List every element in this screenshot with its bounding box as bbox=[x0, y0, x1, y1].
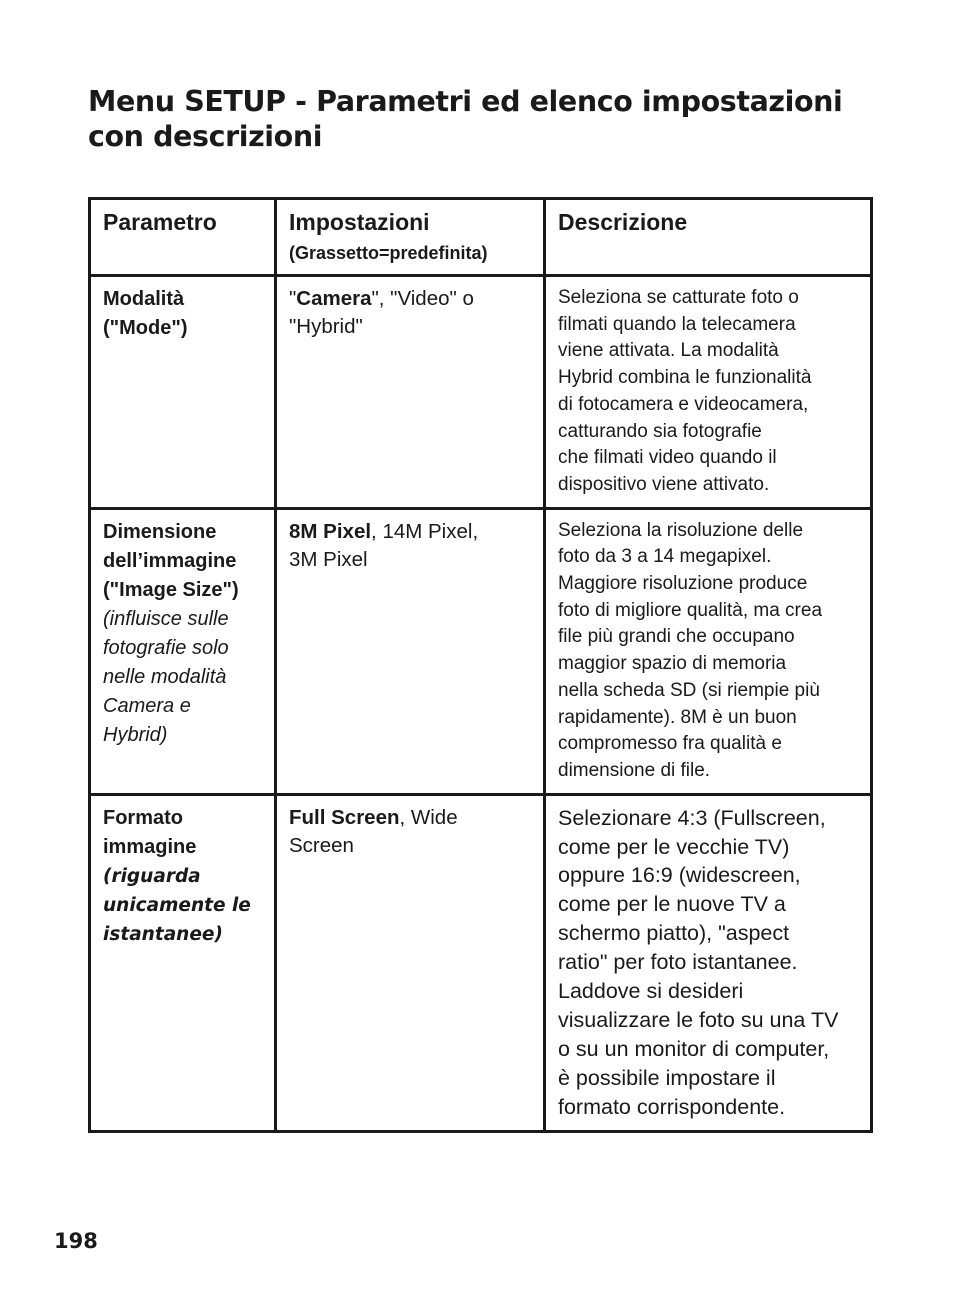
param-note: fotografie solo bbox=[103, 636, 229, 659]
page-title-line-1: Menu SETUP - Parametri ed elenco impostazioni bbox=[88, 85, 843, 118]
param-note: nelle modalità bbox=[103, 665, 227, 688]
default-setting: 8M Pixel bbox=[289, 519, 372, 543]
header-settings: Impostazioni (Grassetto=predefinita) bbox=[276, 199, 545, 276]
param-note: Hybrid) bbox=[103, 723, 168, 746]
setup-parameters-table bbox=[88, 197, 873, 1133]
param-cell bbox=[90, 276, 276, 509]
param-name: Formato bbox=[103, 806, 183, 829]
param-name: Modalità bbox=[103, 288, 185, 310]
description-text: Seleziona la risoluzione delle foto da 3 a 14 megapixel. Maggiore risoluzione produce foto di migliore qualità, ma crea file più grandi che occupano maggior spazio di memoria nella scheda SD (si riempie più rapidamente). 8M è un buon compromesso fra qualità e dimensione di file. bbox=[558, 519, 823, 781]
description-cell bbox=[545, 276, 872, 509]
param-cell bbox=[90, 794, 276, 1131]
default-setting: Full Screen bbox=[289, 805, 400, 829]
settings-value: 8M Pixel, 14M Pixel, bbox=[289, 519, 479, 543]
page-title-line-2: con descrizioni bbox=[88, 120, 323, 153]
description-text: Selezionare 4:3 (Fullscreen, come per le vecchie TV) oppure 16:9 (widescreen, come per le nuove TV a schermo piatto), "aspect ratio" per foto istantanee. Laddove si desideri visualizzare le foto su una TV o su un monitor di computer, è possibile impostare il formato corrispondente. bbox=[558, 805, 839, 1119]
header-parameter: Parametro bbox=[90, 199, 276, 276]
settings-cell: Full Screen, Wide Screen bbox=[276, 794, 545, 1131]
param-cell bbox=[90, 508, 276, 794]
default-setting: Camera bbox=[296, 287, 372, 310]
param-name: Dimensione bbox=[103, 520, 217, 543]
param-note: (riguarda bbox=[103, 865, 201, 887]
page-title bbox=[88, 84, 868, 154]
table-row bbox=[90, 508, 872, 794]
param-note: istantanee) bbox=[103, 923, 223, 945]
page-number: 198 bbox=[54, 1229, 98, 1253]
param-name: immagine bbox=[103, 835, 197, 858]
header-settings-note: (Grassetto=predefinita) bbox=[289, 243, 488, 263]
description-cell bbox=[545, 508, 872, 794]
param-note: Camera e bbox=[103, 694, 191, 717]
description-cell bbox=[545, 794, 872, 1131]
table-row bbox=[90, 276, 872, 509]
description-text: Seleziona se catturate foto o filmati quando la telecamera viene attivata. La modalità Hybrid combina le funzionalità di fotocamera e videocamera, catturando sia fotografie che filmati video quando il dispositivo viene attivato. bbox=[558, 287, 812, 495]
table-header-row bbox=[90, 199, 872, 276]
table-row bbox=[90, 794, 872, 1131]
header-description: Descrizione bbox=[545, 199, 872, 276]
settings-cell: 8M Pixel, 14M Pixel, 3M Pixel bbox=[276, 508, 545, 794]
settings-value: "Camera", "Video" o bbox=[289, 287, 474, 310]
settings-value: Full Screen, Wide bbox=[289, 805, 458, 829]
param-name: ("Image Size") bbox=[103, 578, 239, 601]
param-name: ("Mode") bbox=[103, 317, 188, 339]
settings-cell: "Camera", "Video" o "Hybrid" bbox=[276, 276, 545, 509]
param-note: (influisce sulle bbox=[103, 607, 229, 630]
param-name: dell’immagine bbox=[103, 549, 237, 572]
param-note: unicamente le bbox=[103, 894, 251, 916]
